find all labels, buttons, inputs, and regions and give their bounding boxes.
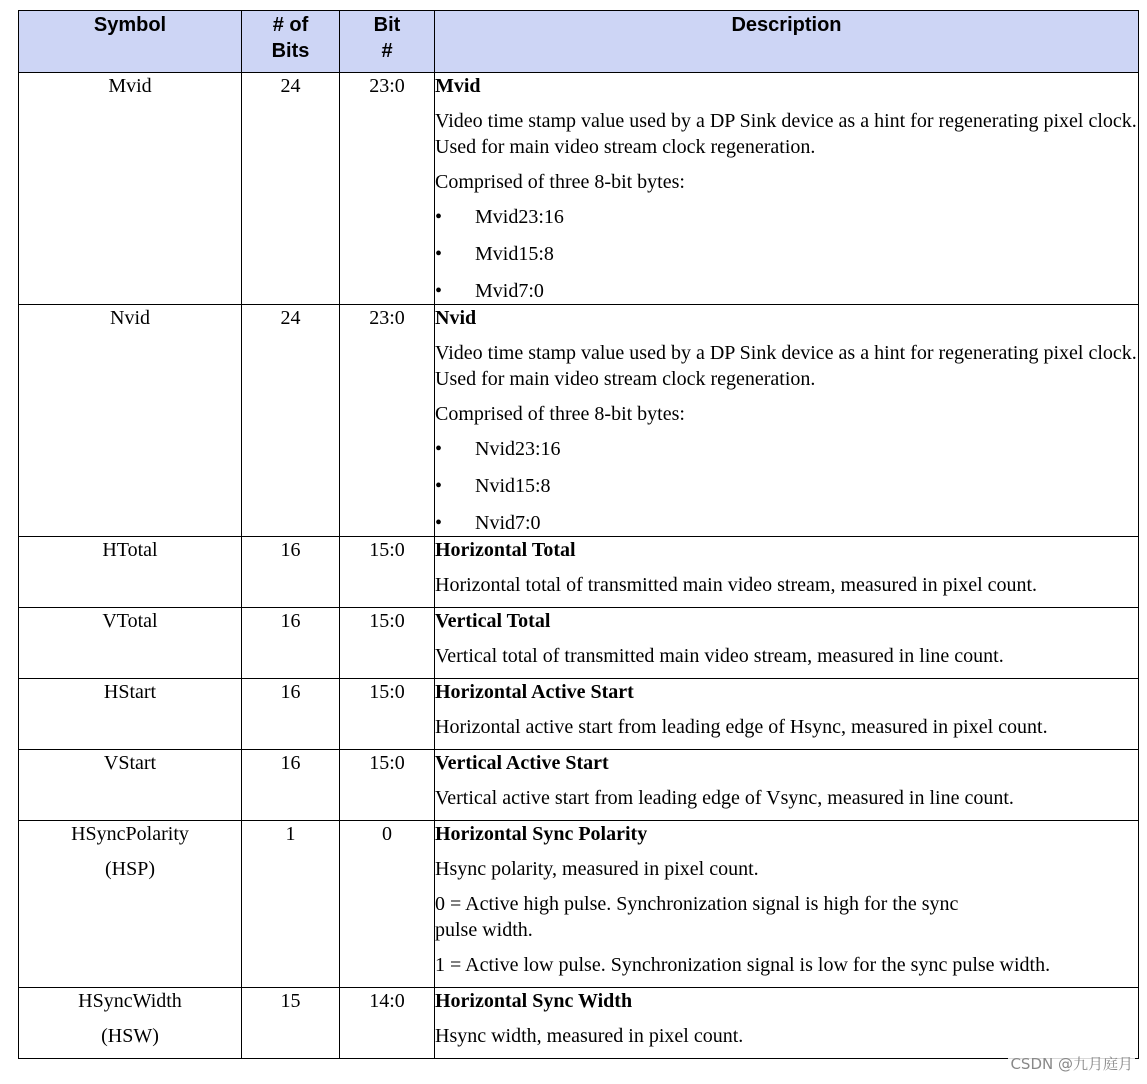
spec-table (18, 10, 1139, 1059)
description-title: Vertical Active Start (435, 752, 609, 774)
symbol-text: Mvid (108, 75, 152, 97)
symbol-cell (19, 821, 242, 988)
description-paragraph: Vertical active start from leading edge of Vsync, measured in line count. (435, 787, 1014, 809)
bitnum-cell: 15:0 (340, 537, 435, 608)
description-title: Mvid (435, 75, 481, 97)
bitnum-cell: 15:0 (340, 750, 435, 821)
list-item (435, 510, 1138, 536)
symbol-cell (19, 988, 242, 1059)
symbol-text: HSyncWidth (78, 990, 182, 1012)
list-item (435, 204, 1138, 230)
list-item (435, 278, 1138, 304)
bullet-icon: • (435, 280, 443, 302)
bits-cell: 15 (242, 988, 340, 1059)
header-bitnum-label: Bit # (373, 14, 401, 62)
header-bits (242, 11, 340, 73)
description-paragraph: Hsync width, measured in pixel count. (435, 1025, 744, 1047)
table-row (19, 679, 1139, 750)
symbol-text: Nvid (110, 307, 150, 329)
description-cell (435, 750, 1139, 821)
table-row (19, 821, 1139, 988)
symbol-cell (19, 679, 242, 750)
description-paragraph: Hsync polarity, measured in pixel count. (435, 858, 759, 880)
description-title: Vertical Total (435, 610, 551, 632)
table-row (19, 988, 1139, 1059)
symbol-text: (HSW) (101, 1025, 159, 1047)
description-title: Horizontal Sync Width (435, 990, 633, 1012)
symbol-text: HTotal (102, 539, 158, 561)
list-item-text: Nvid7:0 (475, 512, 541, 534)
symbol-text: HStart (103, 681, 157, 703)
description-paragraph: 0 = Active high pulse. Synchronization signal is high for the sync pulse width. (435, 893, 959, 941)
description-cell (435, 305, 1139, 537)
description-title: Horizontal Total (435, 539, 576, 561)
symbol-cell (19, 608, 242, 679)
description-paragraph: 1 = Active low pulse. Synchronization signal is low for the sync pulse width. (435, 954, 1051, 976)
symbol-text: VStart (103, 752, 157, 774)
bits-cell: 16 (242, 679, 340, 750)
header-description: Description (435, 11, 1139, 73)
list-item (435, 241, 1138, 267)
bits-cell: 24 (242, 73, 340, 305)
bitnum-cell: 14:0 (340, 988, 435, 1059)
bitnum-cell: 23:0 (340, 305, 435, 537)
symbol-cell (19, 750, 242, 821)
header-symbol: Symbol (19, 11, 242, 73)
description-cell (435, 537, 1139, 608)
symbol-text: VTotal (102, 610, 158, 632)
description-paragraph: Horizontal total of transmitted main video stream, measured in pixel count. (435, 574, 1038, 596)
bits-cell: 16 (242, 537, 340, 608)
description-paragraph: Horizontal active start from leading edge of Hsync, measured in pixel count. (435, 716, 1048, 738)
bullet-icon: • (435, 512, 443, 534)
watermark: CSDN @九月庭月 (1010, 1055, 1133, 1073)
list-item-text: Mvid15:8 (475, 243, 554, 265)
table-row (19, 608, 1139, 679)
bits-cell: 24 (242, 305, 340, 537)
table-row (19, 537, 1139, 608)
symbol-cell (19, 537, 242, 608)
description-cell (435, 73, 1139, 305)
byte-list (435, 204, 1138, 304)
byte-list (435, 436, 1138, 536)
bullet-icon: • (435, 438, 443, 460)
header-row (19, 11, 1139, 73)
bullet-icon: • (435, 206, 443, 228)
description-title: Horizontal Active Start (435, 681, 634, 703)
bits-cell: 1 (242, 821, 340, 988)
description-paragraph: Vertical total of transmitted main video stream, measured in line count. (435, 645, 1004, 667)
bitnum-cell: 0 (340, 821, 435, 988)
bitnum-cell: 23:0 (340, 73, 435, 305)
description-title: Nvid (435, 307, 477, 329)
table-row (19, 305, 1139, 537)
header-bits-label: # of Bits (271, 14, 310, 62)
list-item-text: Mvid23:16 (475, 206, 564, 228)
description-paragraph: Video time stamp value used by a DP Sink device as a hint for regenerating pixel clock. Used for main video stream clock regeneration. (435, 342, 1137, 390)
bullet-icon: • (435, 243, 443, 265)
bitnum-cell: 15:0 (340, 608, 435, 679)
symbol-text: (HSP) (104, 858, 155, 880)
list-item (435, 473, 1138, 499)
description-cell (435, 821, 1139, 988)
list-item (435, 436, 1138, 462)
symbol-cell (19, 73, 242, 305)
bullet-icon: • (435, 475, 443, 497)
bits-cell: 16 (242, 608, 340, 679)
description-paragraph: Comprised of three 8-bit bytes: (435, 171, 685, 193)
table-row (19, 73, 1139, 305)
description-cell (435, 988, 1139, 1059)
symbol-cell (19, 305, 242, 537)
list-item-text: Nvid15:8 (475, 475, 551, 497)
description-cell (435, 608, 1139, 679)
description-title: Horizontal Sync Polarity (435, 823, 648, 845)
description-paragraph: Comprised of three 8-bit bytes: (435, 403, 685, 425)
header-bitnum (340, 11, 435, 73)
list-item-text: Mvid7:0 (475, 280, 544, 302)
table-body (19, 73, 1139, 1059)
table-row (19, 750, 1139, 821)
list-item-text: Nvid23:16 (475, 438, 561, 460)
symbol-text: HSyncPolarity (71, 823, 189, 845)
description-paragraph: Video time stamp value used by a DP Sink device as a hint for regenerating pixel clock. Used for main video stream clock regeneration. (435, 110, 1137, 158)
bits-cell: 16 (242, 750, 340, 821)
bitnum-cell: 15:0 (340, 679, 435, 750)
description-cell (435, 679, 1139, 750)
